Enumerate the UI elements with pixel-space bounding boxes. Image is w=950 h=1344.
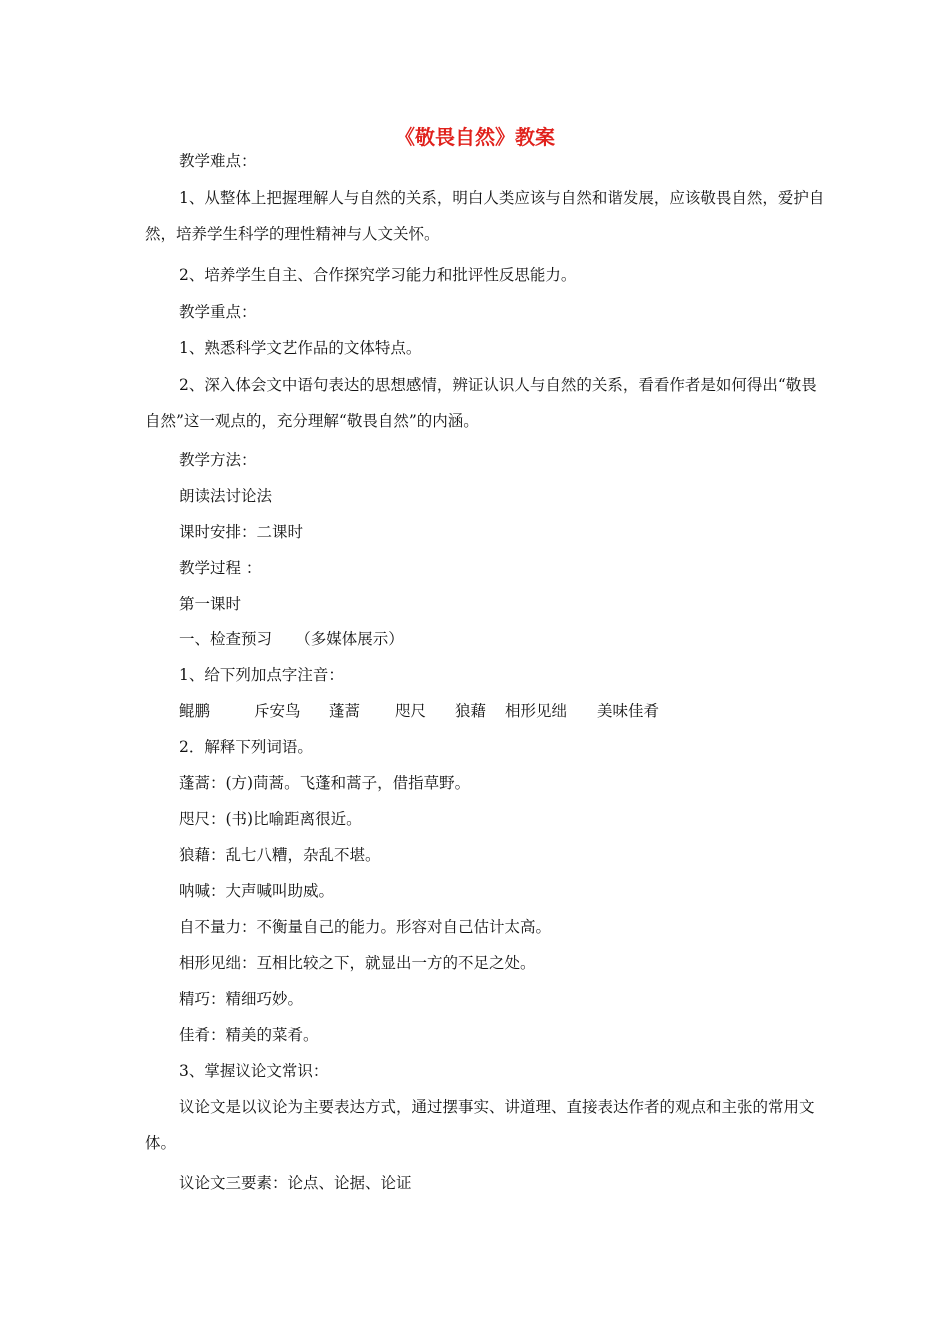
definition-item: 蓬蒿：(方)茼蒿。飞蓬和蒿子，借指草野。 (179, 774, 471, 792)
argument-elements: 议论文三要素：论点、论据、论证 (179, 1174, 412, 1192)
heading-key-points: 教学重点： (179, 303, 257, 321)
word-item: 美味佳肴 (597, 702, 660, 720)
schedule-text: 课时安排：二课时 (179, 523, 304, 541)
vocabulary-task: 2．解释下列词语。 (179, 738, 313, 756)
heading-process: 教学过程 ： (179, 559, 262, 577)
difficulty-item-1: 1、从整体上把握理解人与自然的关系，明白人类应该与自然和谐发展，应该敬畏自然，爱护自然，培养学生科学的理性精神与人文关怀。 (145, 189, 825, 243)
heading-difficulties: 教学难点： (179, 152, 257, 170)
heading-methods: 教学方法： (179, 451, 257, 469)
definition-item: 佳肴：精美的菜肴。 (179, 1026, 319, 1044)
word-item: 鲲鹏 (179, 702, 211, 720)
pinyin-task: 1、给下列加点字注音： (179, 666, 344, 684)
methods-text: 朗读法讨论法 (179, 487, 273, 505)
definition-item: 咫尺：(书)比喻距离很近。 (179, 810, 362, 828)
argument-definition: 议论文是以议论为主要表达方式，通过摆事实、讲道理、直接表达作者的观点和主张的常用文体。 (145, 1098, 815, 1152)
difficulty-item-2: 2、培养学生自主、合作探究学习能力和批评性反思能力。 (179, 266, 577, 284)
definition-item: 狼藉：乱七八糟，杂乱不堪。 (179, 846, 381, 864)
word-item: 蓬蒿 (329, 702, 361, 720)
document-title: 《敬畏自然》教案 (395, 125, 555, 149)
definition-item: 相形见绌：互相比较之下，就显出一方的不足之处。 (179, 954, 536, 972)
key-point-item-1: 1、熟悉科学文艺作品的文体特点。 (179, 339, 422, 357)
word-item: 斥安鸟 (254, 702, 301, 720)
argument-knowledge-task: 3、掌握议论文常识： (179, 1062, 329, 1080)
section-preview-check: 一、检查预习 （多媒体展示） (179, 630, 404, 648)
definition-item: 呐喊：大声喊叫助威。 (179, 882, 335, 900)
key-point-item-2: 2、深入体会文中语句表达的思想感情，辨证认识人与自然的关系，看看作者是如何得出“敬畏自然”这一观点的，充分理解“敬畏自然”的内涵。 (145, 376, 817, 430)
definition-item: 自不量力：不衡量自己的能力。形容对自己估计太高。 (179, 918, 552, 936)
lesson-one-heading: 第一课时 (179, 595, 242, 613)
definition-item: 精巧：精细巧妙。 (179, 990, 304, 1008)
word-item: 咫尺 (395, 702, 427, 720)
word-item: 狼藉 (455, 702, 487, 720)
word-item: 相形见绌 (505, 702, 568, 720)
